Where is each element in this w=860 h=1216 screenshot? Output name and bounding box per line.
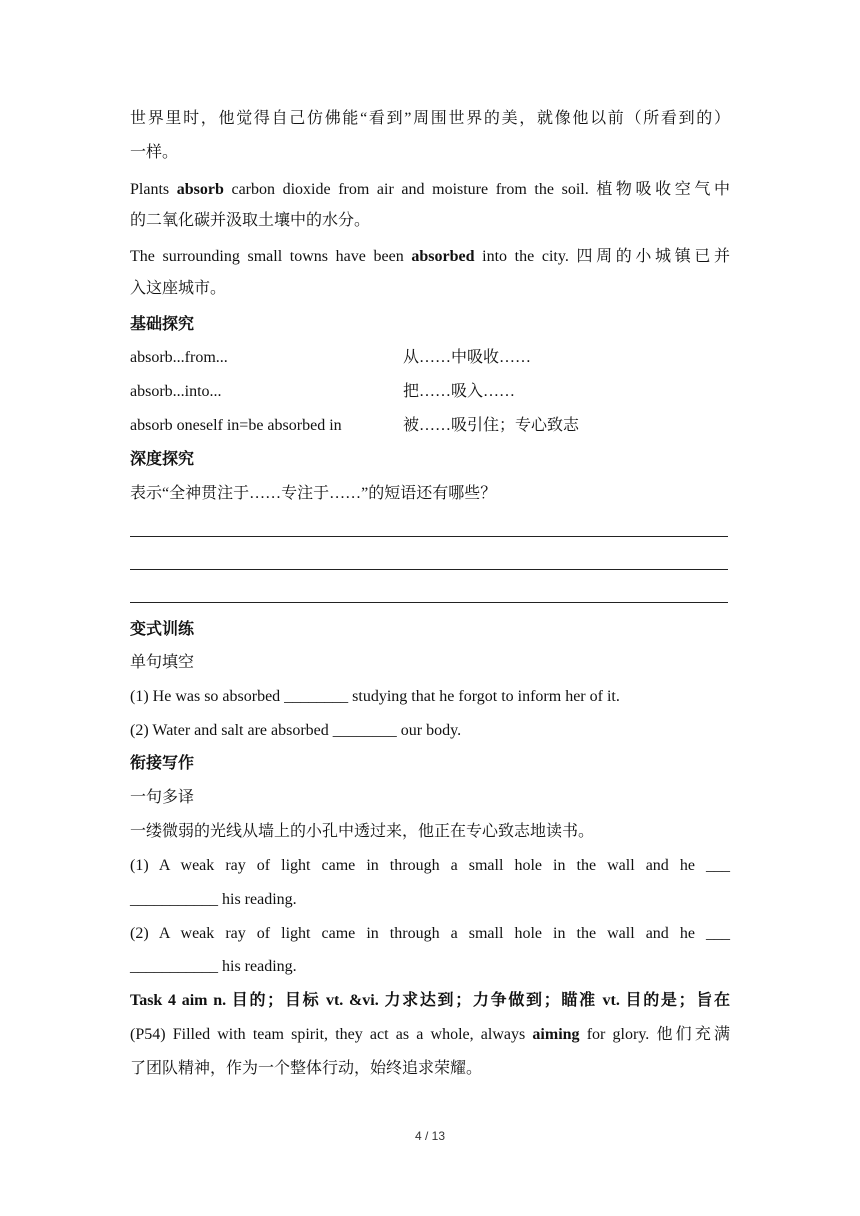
translation-1: (1) A weak ray of light came in through a small hole in the wall and he ___ <box>130 857 730 874</box>
phrase-en: absorb oneself in=be absorbed in <box>130 417 342 434</box>
task4-title: Task 4 aim n. 目的；目标 vt. &vi. 力求达到；力争做到；瞄准 vt. 目的是；旨在 <box>130 992 730 1009</box>
sentence-text: (P54) Filled with team spirit, they act as a whole, always <box>130 1026 533 1043</box>
task4-example <box>130 1024 730 1046</box>
phrase-en: absorb...from... <box>130 349 228 366</box>
section-heading-writing: 衔接写作 <box>130 755 195 772</box>
phrase-en: absorb...into... <box>130 383 222 400</box>
answer-line <box>130 569 728 570</box>
phrase-cn: 从……中吸收…… <box>403 349 532 366</box>
phrase-row <box>130 347 730 369</box>
translation-1-cont: ___________ his reading. <box>130 891 297 908</box>
sentence-text: into the city. 四周的小城镇已并 <box>474 248 730 265</box>
writing-subheading: 一句多译 <box>130 789 195 806</box>
example-sentence-1 <box>130 179 730 201</box>
sentence-text: Plants <box>130 181 177 198</box>
phrase-row <box>130 415 730 437</box>
keyword: absorbed <box>411 248 475 265</box>
paragraph-line: 世界里时，他觉得自己仿佛能“看到”周围世界的美，就像他以前（所看到的） <box>130 110 730 127</box>
phrase-row <box>130 381 730 403</box>
keyword: absorb <box>176 181 224 198</box>
answer-line <box>130 536 728 537</box>
section-heading-deep: 深度探究 <box>130 451 195 468</box>
example-sentence-2-cont: 入这座城市。 <box>130 280 227 297</box>
paragraph-line: 一样。 <box>130 144 179 161</box>
section-heading-basic: 基础探究 <box>130 316 195 333</box>
task4-example-cont: 了团队精神，作为一个整体行动，始终追求荣耀。 <box>130 1060 483 1077</box>
practice-question-1: (1) He was so absorbed ________ studying that he forgot to inform her of it. <box>130 688 620 705</box>
practice-question-2: (2) Water and salt are absorbed ________ our body. <box>130 722 462 739</box>
example-sentence-1-cont: 的二氧化碳并汲取土壤中的水分。 <box>130 212 371 229</box>
sentence-text: carbon dioxide from air and moisture from the soil. 植物吸收空气中 <box>223 181 730 198</box>
page-number: 4 / 13 <box>414 1129 446 1143</box>
section-heading-practice: 变式训练 <box>130 621 195 638</box>
phrase-cn: 被……吸引住；专心致志 <box>403 417 580 434</box>
sentence-text: The surrounding small towns have been <box>130 248 412 265</box>
translation-2-cont: ___________ his reading. <box>130 958 297 975</box>
deep-question: 表示“全神贯注于……专注于……”的短语还有哪些？ <box>130 485 497 502</box>
sentence-text: for glory. 他们充满 <box>579 1026 730 1043</box>
practice-subheading: 单句填空 <box>130 654 195 671</box>
writing-prompt: 一缕微弱的光线从墙上的小孔中透过来，他正在专心致志地读书。 <box>130 823 595 840</box>
translation-2: (2) A weak ray of light came in through a small hole in the wall and he ___ <box>130 925 730 942</box>
keyword: aiming <box>532 1026 580 1043</box>
answer-line <box>130 602 728 603</box>
phrase-cn: 把……吸入…… <box>403 383 516 400</box>
example-sentence-2 <box>130 246 730 268</box>
